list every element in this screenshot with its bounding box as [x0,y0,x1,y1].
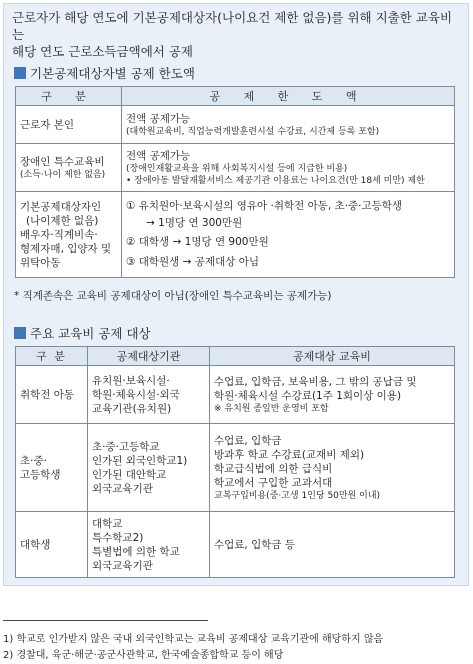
intro-text [12,9,457,60]
table-row [16,192,455,278]
row-category: 취학전 아동 [16,366,88,424]
section-square-icon [14,67,26,79]
footnote-1: 1) 학교로 인가받지 않은 국내 외국인학교는 교육비 공제대상 교육기관에 해당하지 않음 [3,634,384,645]
table-row [16,366,455,424]
note-text: * 직계존속은 교육비 공제대상이 아님(장애인 특수교육비는 공제가능) [14,290,332,302]
table-row [16,106,455,144]
row-expenses: 수업료, 입학금 등 [210,512,455,578]
intro-line-1: 근로자가 해당 연도에 기본공제대상자(나이요건 제한 없음)를 위해 지출한 교육비는 [12,10,453,42]
deduction-limit-table [15,86,455,278]
footnote-2: 2) 경찰대, 육군·해군·공군사관학교, 한국예술종합학교 등이 해당 [3,650,284,661]
row-category: 기본공제대상자인 (나이제한 없음) 배우자·직계비속· 형제자매, 입양자 및 위탁아동 [16,192,122,278]
row-expenses: 수업료, 입학금 방과후 학교 수강료(교재비 제외) 학교급식법에 의한 급식비 학교에서 구입한 교과서대 교복구입비용(중·고생 1인당 50만원 이내) [210,424,455,512]
header-institution: 공제대상기관 [88,347,210,366]
row-institutions: 유치원·보육시설· 학원·체육시설·외국 교육기관(유치원) [88,366,210,424]
row-category: 대학생 [16,512,88,578]
table-header-row [16,87,455,106]
table-row [16,144,455,192]
section2-title [14,324,151,342]
intro-line-2: 해당 연도 근로소득금액에서 공제 [12,44,193,59]
row-category: 장애인 특수교육비 (소득·나이 제한 없음) [16,144,122,192]
row-institutions: 초·중·고등학교 인가된 외국인학교1) 인가된 대안학교 외국교육기관 [88,424,210,512]
row-category: 초·중· 고등학생 [16,424,88,512]
row-detail: 전액 공제가능 (장애인재활교육을 위해 사회복지시설 등에 지급한 비용) • 장애아동 발달재활서비스 제공기관 이용료는 나이요건(만 18세 미만) 제한 [122,144,455,192]
row-detail: 전액 공제가능 (대학원교육비, 직업능력개발훈련시설 수강료, 시간제 등록 포함) [122,106,455,144]
table-row [16,424,455,512]
section1-title-text: 기본공제대상자별 공제 한도액 [30,66,195,81]
table-row [16,512,455,578]
section2-title-text: 주요 교육비 공제 대상 [30,326,151,341]
section-square-icon [14,327,26,339]
footnote-divider [3,620,208,621]
education-expense-table [15,346,455,578]
header-limit: 공 제 한 도 액 [122,87,455,106]
row-category: 근로자 본인 [16,106,122,144]
table-header-row [16,347,455,366]
row-institutions: 대학교 특수학교2) 특별법에 의한 학교 외국교육기관 [88,512,210,578]
row-detail: ① 유치원아·보육시설의 영유아 ·취학전 아동, 초·중·고등학생 → 1명당 연 300만원 ② 대학생 → 1명당 연 900만원 ③ 대학원생 → 공제대상 아님 [122,192,455,278]
row-expenses: 수업료, 입학금, 보육비용, 그 밖의 공납금 및 학원·체육시설 수강료(1주 1회이상 이용) ※ 유치원 종일반 운영비 포함 [210,366,455,424]
section1-title [14,64,195,82]
header-category: 구 분 [16,347,88,366]
header-expense: 공제대상 교육비 [210,347,455,366]
header-category: 구 분 [16,87,122,106]
